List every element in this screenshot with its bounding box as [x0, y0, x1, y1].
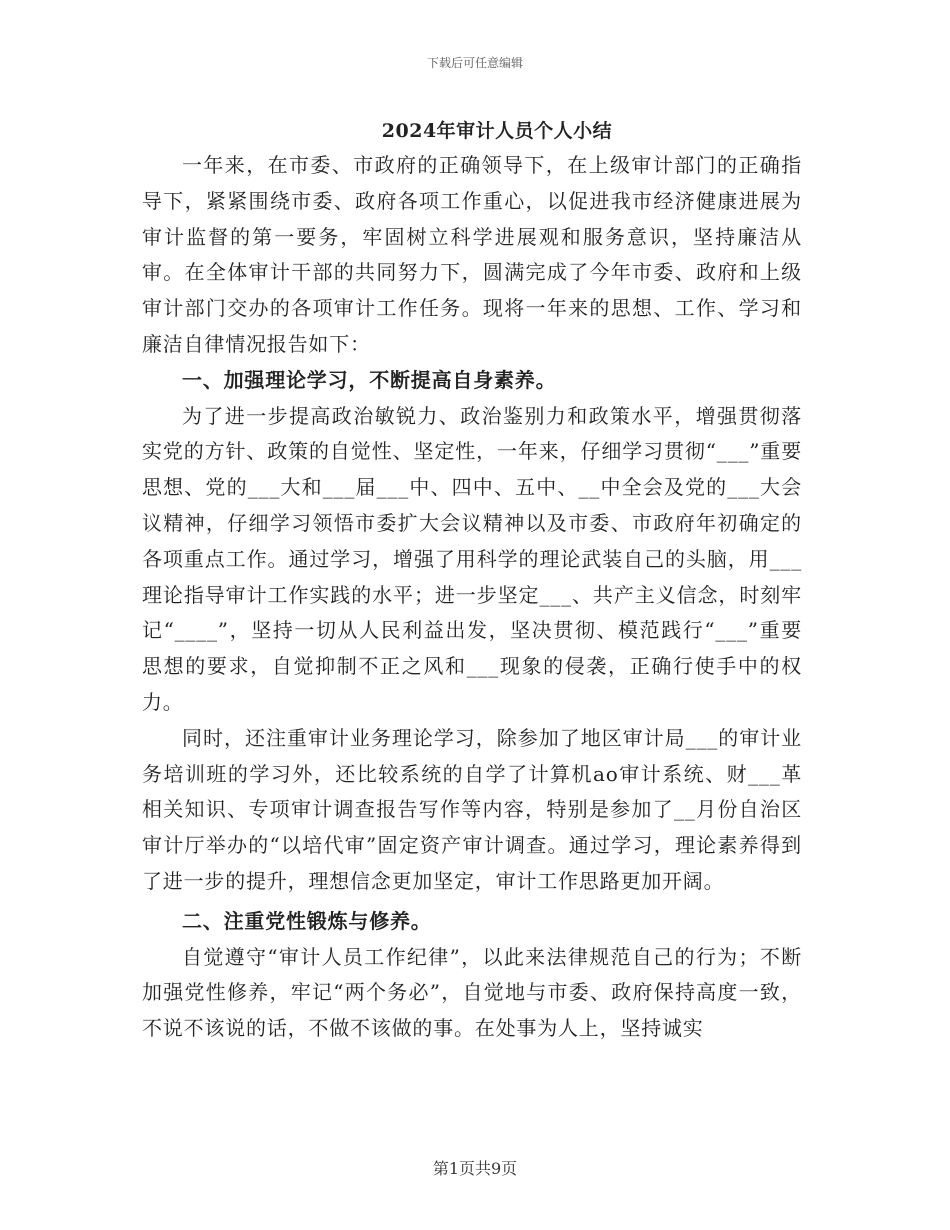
intro-paragraph: 一年来，在市委、市政府的正确领导下，在上级审计部门的正确指导下，紧紧围绕市委、政府各项工作重心，以促进我市经济健康进展为审计监督的第一要务，牢固树立科学进展观和服务意识，坚持廉洁从审。在全体审计干部的共同努力下，圆满完成了今年市委、政府和上级审计部门交办的各项审计工作任务。现将一年来的思想、工作、学习和廉洁自律情况报告如下：	[142, 153, 802, 356]
paragraph-audit-training: 同时，还注重审计业务理论学习，除参加了地区审计局___的审计业务培训班的学习外，还比较系统的自学了计算机ao审计系统、财___革相关知识、专项审计调查报告写作等内容，特别是参加了__月份自治区审计厅举办的“以培代审”固定资产审计调查。通过学习，理论素养得到了进一步的提升，理想信念更加坚定，审计工作思路更加开阔。	[142, 725, 802, 893]
document-title: 2024年审计人员个人小结	[381, 120, 613, 142]
page-indicator: 第1页共9页	[432, 1159, 518, 1178]
section-heading-2: 二、注重党性锻炼与修养。	[182, 908, 432, 933]
document-body	[142, 148, 802, 1047]
paragraph-party-discipline: 自觉遵守“审计人员工作纪律”，以此来法律规范自己的行为；不断加强党性修养，牢记“两个务必”，自觉地与市委、政府保持高度一致，不说不该说的话，不做不该做的事。在处事为人上，坚持诚实	[142, 944, 802, 1041]
paragraph-theory-study: 为了进一步提高政治敏锐力、政治鉴别力和政策水平，增强贯彻落实党的方针、政策的自觉性、坚定性，一年来，仔细学习贯彻“___”重要思想、党的___大和___届___中、四中、五中、__中全会及党的___大会议精神，仔细学习领悟市委扩大会议精神以及市委、市政府年初确定的各项重点工作。通过学习，增强了用科学的理论武装自己的头脑，用___理论指导审计工作实践的水平；进一步坚定___、共产主义信念，时刻牢记“____”，坚持一切从人民利益出发，坚决贯彻、模范践行“___”重要思想的要求，自觉抑制不正之风和___现象的侵袭，正确行使手中的权力。	[142, 403, 802, 714]
section-heading-1: 一、加强理论学习，不断提高自身素养。	[182, 367, 557, 392]
header-note: 下载后可任意编辑	[426, 56, 523, 70]
